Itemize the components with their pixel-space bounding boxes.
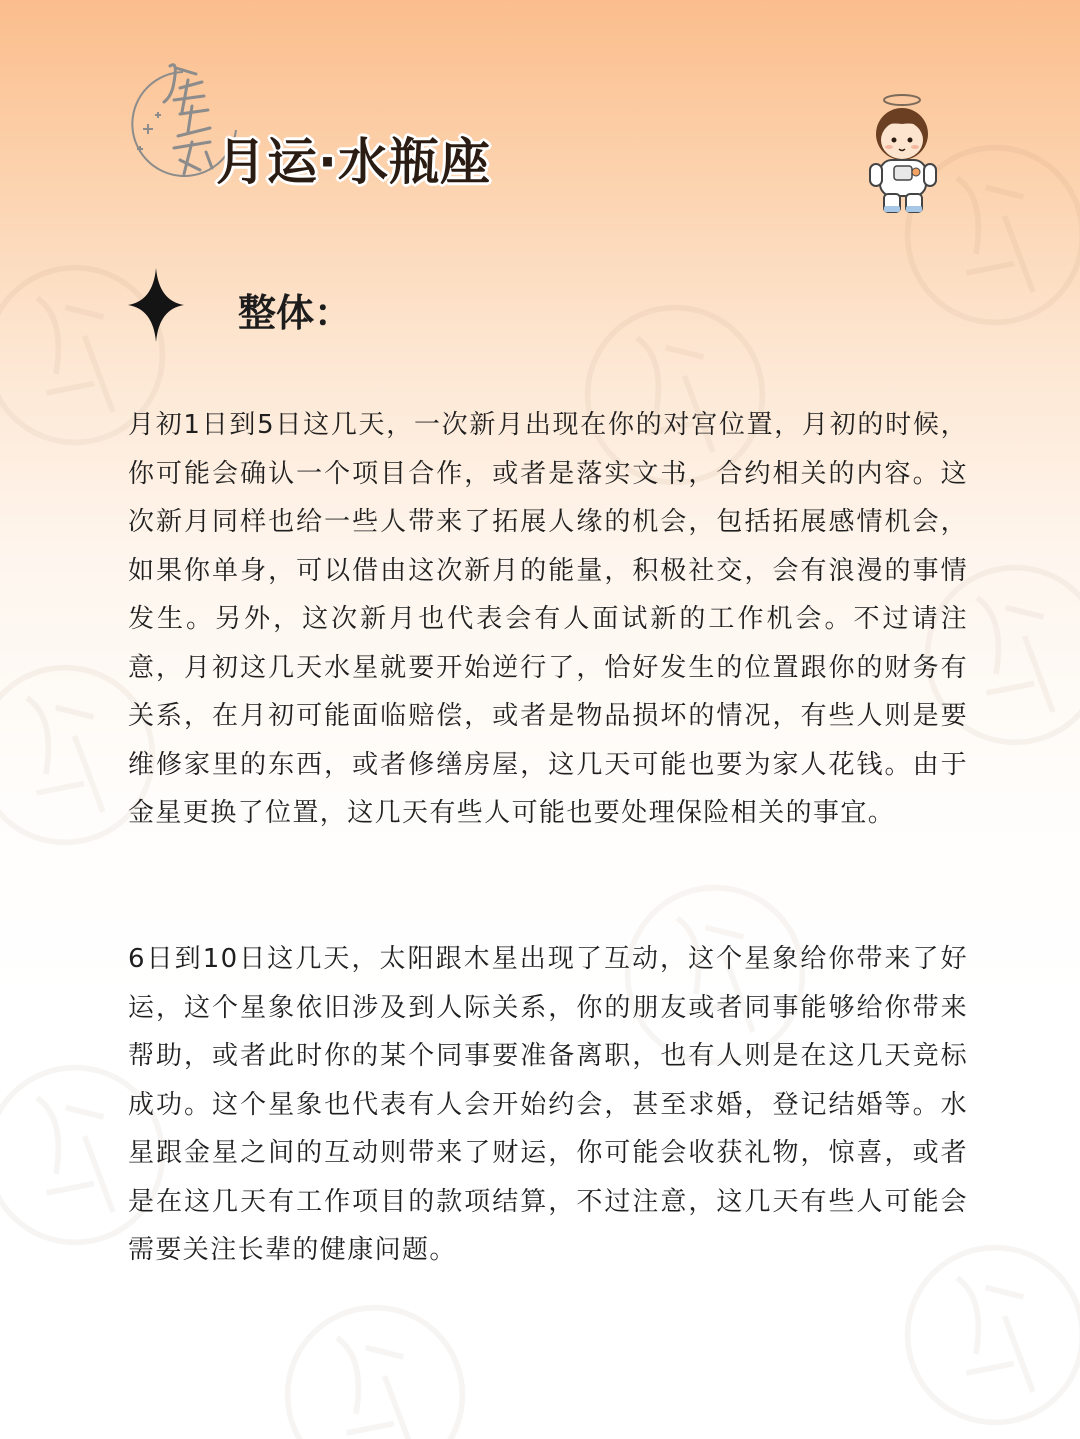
page-title: 月运·水瓶座 bbox=[216, 133, 491, 191]
watermark-logo bbox=[280, 1300, 470, 1439]
paragraph-overall-1: 月初1日到5日这几天，一次新月出现在你的对宫位置，月初的时候，你可能会确认一个项目合作，或者是落实文书，合约相关的内容。这次新月同样也给一些人带来了拓展人缘的机会，包括拓展感情机会，如果你单身，可以借由这次新月的能量，积极社交，会有浪漫的事情发生。另外，这次新月也代表会有人面试新的工作机会。不过请注意，月初这几天水星就要开始逆行了，恰好发生的位置跟你的财务有关系，在月初可能面临赔偿，或者是物品损坏的情况，有些人则是要维修家里的东西，或者修缮房屋，这几天可能也要为家人花钱。由于金星更换了位置，这几天有些人可能也要处理保险相关的事宜。 bbox=[128, 410, 968, 828]
angel-astronaut-mascot-icon bbox=[864, 92, 944, 216]
four-point-star-icon bbox=[128, 268, 184, 342]
section-heading: 整体： bbox=[238, 291, 353, 335]
paragraph-overall-2: 6日到10日这几天，太阳跟木星出现了互动，这个星象给你带来了好运，这个星象依旧涉及到人际关系，你的朋友或者同事能够给你带来帮助，或者此时你的某个同事要准备离职，也有人则是在这几天竞标成功。这个星象也代表有人会开始约会，甚至求婚，登记结婚等。水星跟金星之间的互动则带来了财运，你可能会收获礼物，惊喜，或者是在这几天有工作项目的款项结算，不过注意，这几天有些人可能会需要关注长辈的健康问题。 bbox=[128, 944, 968, 1265]
